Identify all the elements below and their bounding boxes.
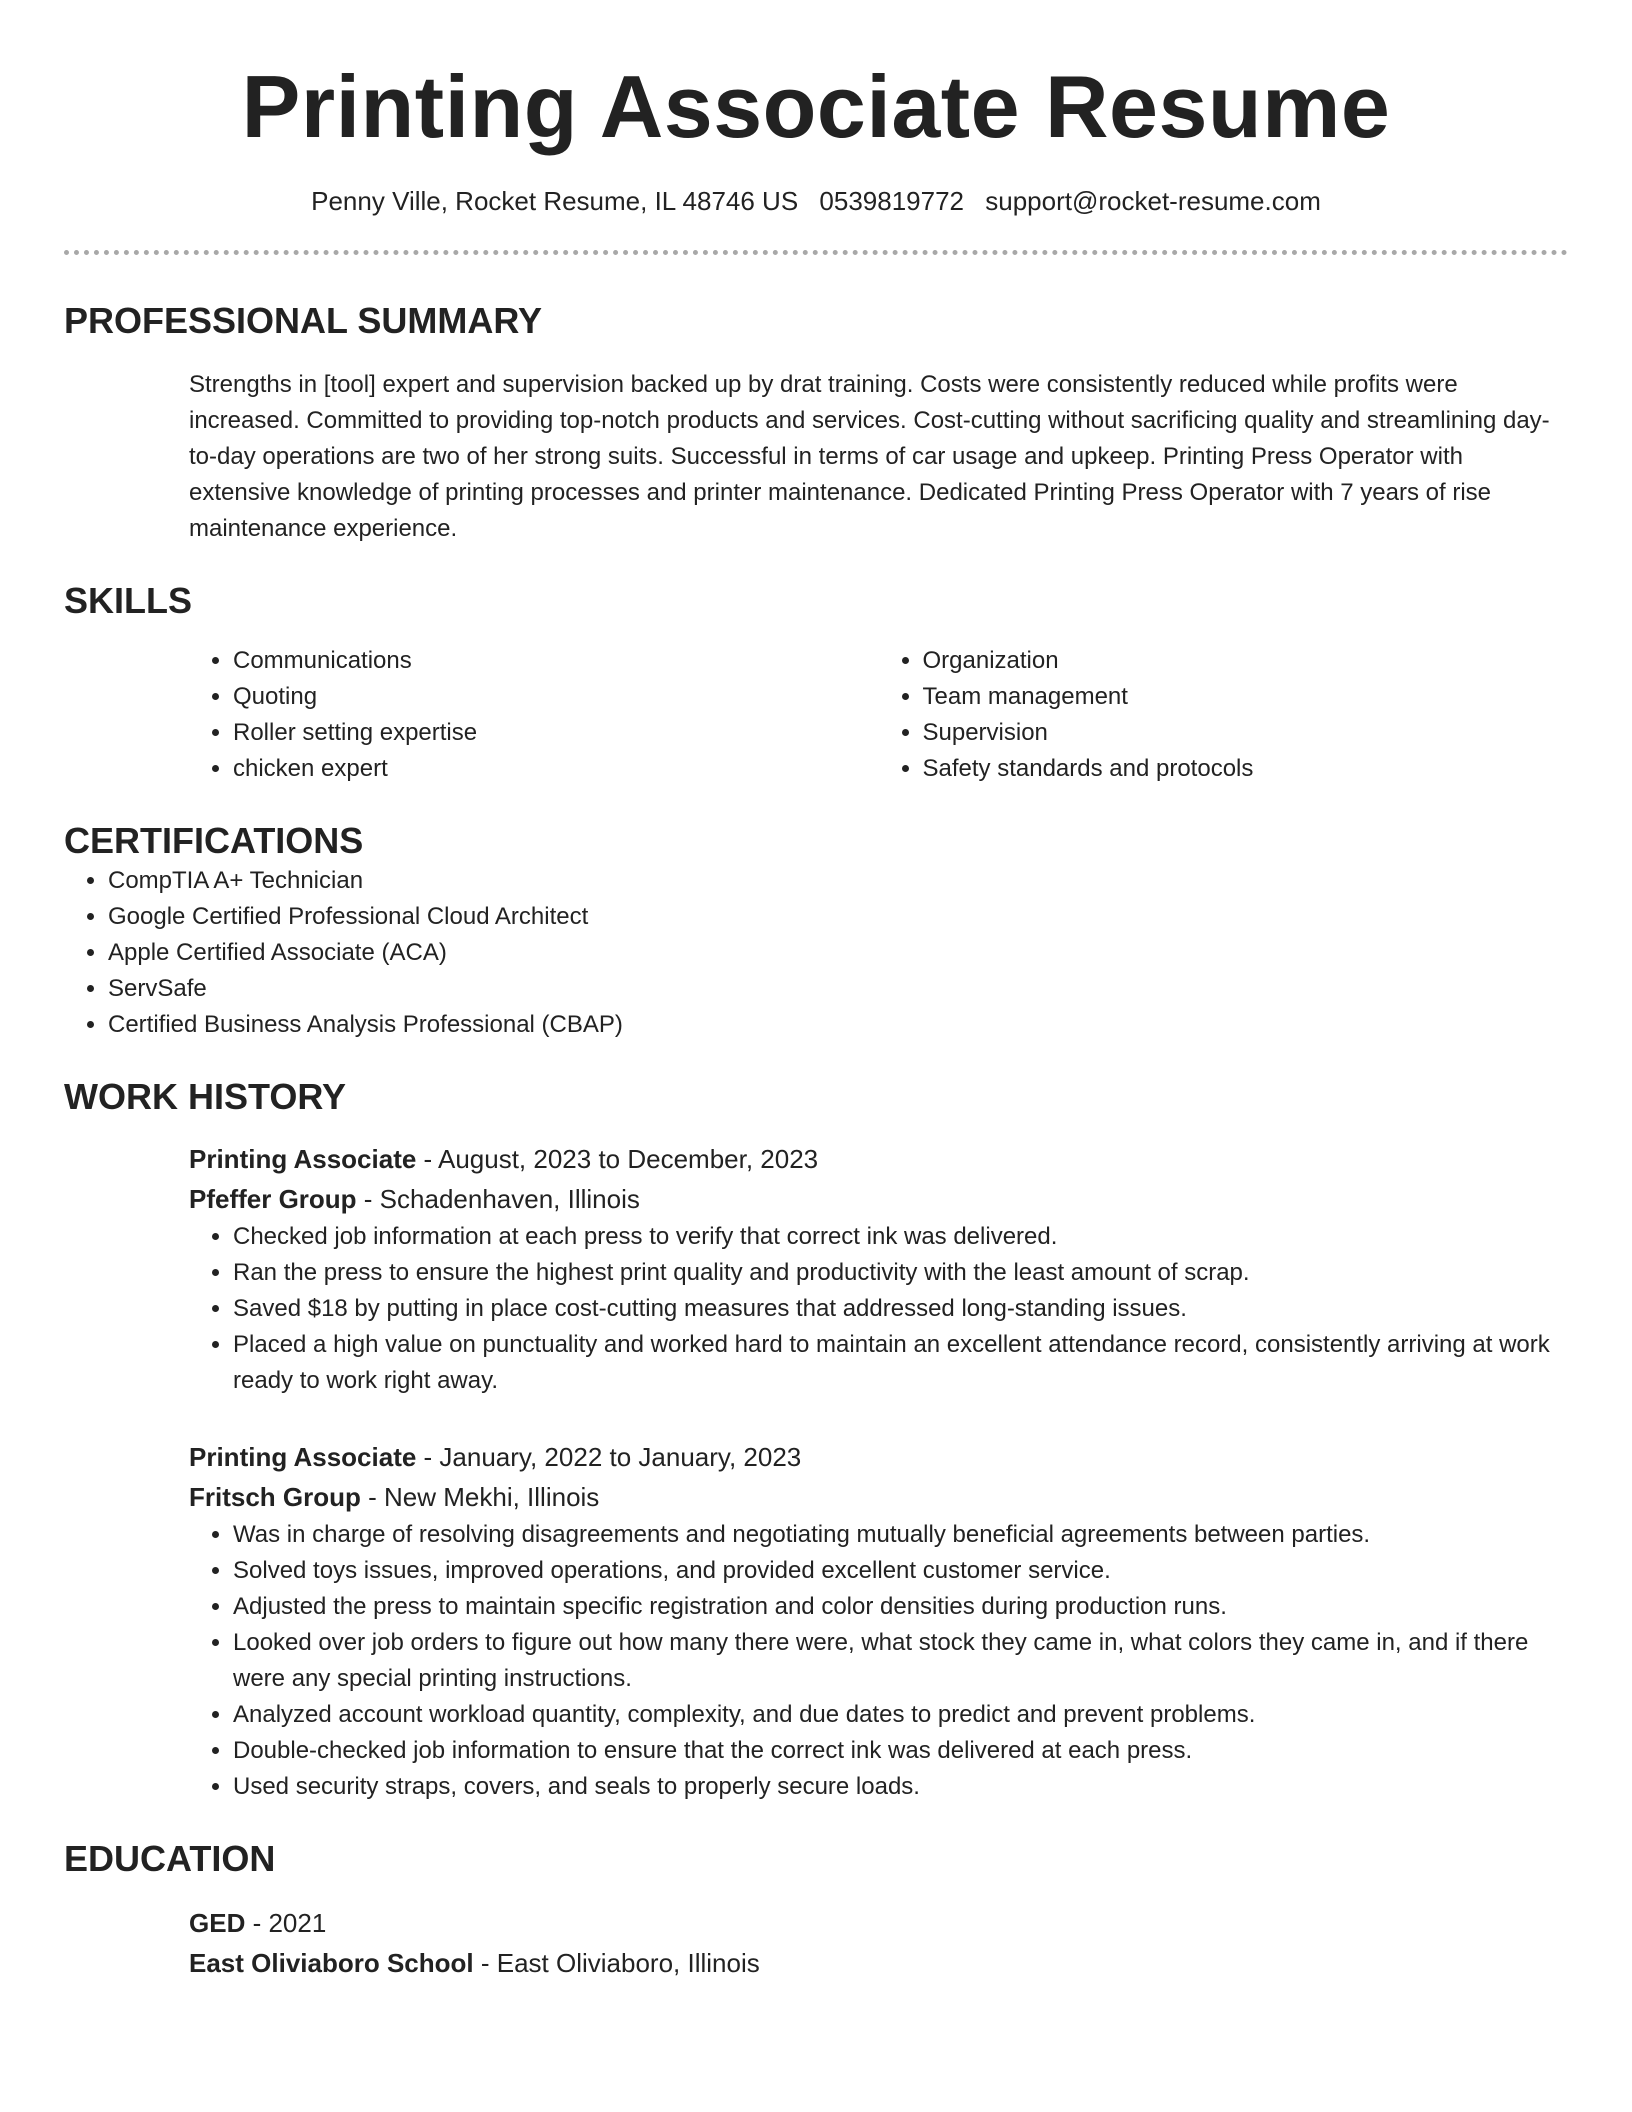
education-degree: GED: [189, 1908, 246, 1938]
job-duty: • Double-checked job information to ensure that the correct ink was delivered at each press.: [233, 1733, 1568, 1769]
education-entry: [189, 1903, 1568, 1983]
job-company-line: [189, 1179, 1568, 1219]
work-history-heading: WORK HISTORY: [64, 1076, 347, 1117]
skill-item: • Quoting: [233, 679, 879, 715]
job-dates: - August, 2023 to December, 2023: [416, 1144, 819, 1174]
job-duty: • Adjusted the press to maintain specific registration and color densities during production runs.: [233, 1589, 1568, 1625]
contact-address: Penny Ville, Rocket Resume, IL 48746 US: [311, 186, 799, 216]
job-duties-list: [189, 1219, 1568, 1399]
job-title: Printing Associate: [189, 1144, 417, 1174]
job-duty: • Ran the press to ensure the highest print quality and productivity with the least amount of scrap.: [233, 1255, 1568, 1291]
skills-heading: SKILLS: [64, 580, 193, 621]
education-year: - 2021: [245, 1908, 327, 1938]
skill-item: • Supervision: [923, 715, 1569, 751]
summary-text: Strengths in [tool] expert and supervision backed up by drat training. Costs were consistently reduced while profits were increased. Committed to providing top-notch products and services. Cost-cutting without sacrificing quality and streamlining day-to-day operations are two of her strong suits. Successful in terms of car usage and upkeep. Printing Press Operator with extensive knowledge of printing processes and printer maintenance. Dedicated Printing Press Operator with 7 years of rise maintenance experience.: [189, 371, 1550, 542]
job-title: Printing Associate: [189, 1442, 417, 1472]
job-title-line: [189, 1139, 1568, 1179]
certification-item: • ServSafe: [108, 971, 1568, 1007]
job-entry: [189, 1139, 1568, 1399]
skill-item: • Safety standards and protocols: [923, 751, 1569, 787]
skills-list-right: [879, 643, 1569, 787]
skills-list-left: [189, 643, 879, 787]
job-title-line: [189, 1437, 1568, 1477]
education-section: [64, 1837, 1568, 1983]
job-duties-list: [189, 1517, 1568, 1805]
certifications-heading: CERTIFICATIONS: [64, 820, 364, 861]
job-duty: • Checked job information at each press to verify that correct ink was delivered.: [233, 1219, 1568, 1255]
job-entry: [189, 1437, 1568, 1805]
skill-item: • Communications: [233, 643, 879, 679]
job-duty: • Solved toys issues, improved operations, and provided excellent customer service.: [233, 1553, 1568, 1589]
job-duty: • Looked over job orders to figure out how many there were, what stock they came in, what colors they came in, and if there were any special printing instructions.: [233, 1625, 1568, 1697]
summary-heading: PROFESSIONAL SUMMARY: [64, 300, 543, 341]
education-degree-line: [189, 1903, 1568, 1943]
job-company: Pfeffer Group: [189, 1184, 357, 1214]
skill-item: • Organization: [923, 643, 1569, 679]
certification-item: • CompTIA A+ Technician: [108, 863, 1568, 899]
skills-section: [64, 579, 1568, 787]
header-divider: [64, 250, 1568, 255]
job-duty: • Placed a high value on punctuality and worked hard to maintain an excellent attendance record, consistently arriving at work ready to work right away.: [233, 1327, 1568, 1399]
certification-item: • Certified Business Analysis Professional (CBAP): [108, 1007, 1568, 1043]
job-duty: • Saved $18 by putting in place cost-cutting measures that addressed long-standing issues.: [233, 1291, 1568, 1327]
summary-section: [64, 299, 1568, 547]
certifications-section: [64, 819, 1568, 1043]
resume-title: Printing Associate Resume: [241, 57, 1391, 156]
education-heading: EDUCATION: [64, 1838, 276, 1879]
certification-item: • Google Certified Professional Cloud Architect: [108, 899, 1568, 935]
job-duty: • Analyzed account workload quantity, complexity, and due dates to predict and prevent problems.: [233, 1697, 1568, 1733]
skill-item: • Roller setting expertise: [233, 715, 879, 751]
certification-item: • Apple Certified Associate (ACA): [108, 935, 1568, 971]
skills-grid: [189, 643, 1568, 787]
contact-phone: 0539819772: [819, 186, 965, 216]
education-location: - East Oliviaboro, Illinois: [473, 1948, 760, 1978]
contact-line: [64, 184, 1568, 218]
job-location: - Schadenhaven, Illinois: [356, 1184, 640, 1214]
job-duty: • Used security straps, covers, and seals to properly secure loads.: [233, 1769, 1568, 1805]
job-location: - New Mekhi, Illinois: [360, 1482, 600, 1512]
job-company-line: [189, 1477, 1568, 1517]
skill-item: • Team management: [923, 679, 1569, 715]
education-school-line: [189, 1943, 1568, 1983]
contact-email: support@rocket-resume.com: [985, 186, 1321, 216]
certifications-list: [64, 863, 1568, 1043]
job-dates: - January, 2022 to January, 2023: [416, 1442, 802, 1472]
job-company: Fritsch Group: [189, 1482, 361, 1512]
job-duty: • Was in charge of resolving disagreements and negotiating mutually beneficial agreements between parties.: [233, 1517, 1568, 1553]
education-school: East Oliviaboro School: [189, 1948, 474, 1978]
work-history-section: [64, 1075, 1568, 1805]
skill-item: • chicken expert: [233, 751, 879, 787]
